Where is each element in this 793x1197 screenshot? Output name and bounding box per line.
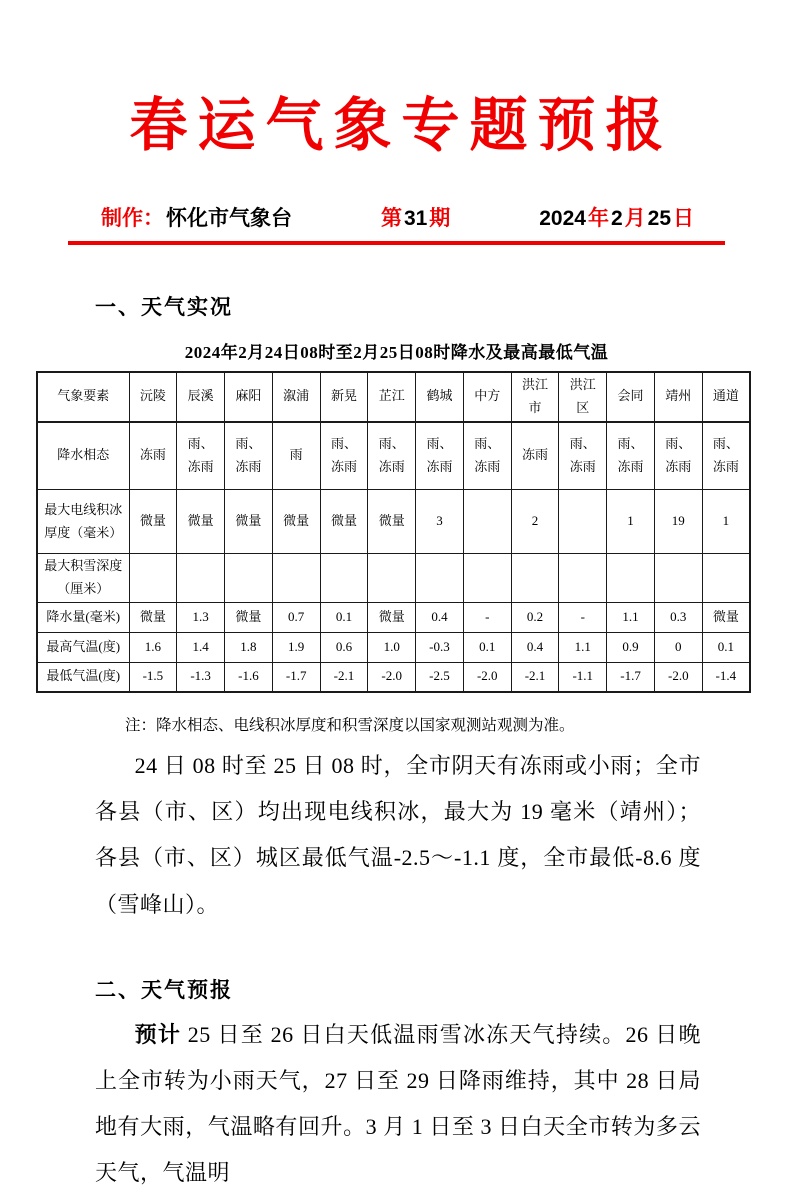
table-cell: 微量 <box>272 490 320 554</box>
table-cell: 0.2 <box>511 602 559 632</box>
col-header-station: 麻阳 <box>225 372 273 422</box>
table-cell: -2.0 <box>654 662 702 692</box>
table-row <box>37 422 750 490</box>
table-cell: 1.1 <box>607 602 655 632</box>
table-cell <box>702 554 750 603</box>
date-month: 2 <box>610 207 623 230</box>
table-cell: 0.1 <box>463 632 511 662</box>
row-label: 最大积雪深度（厘米） <box>37 554 129 603</box>
table-cell: 微量 <box>368 490 416 554</box>
section2-paragraph <box>95 1012 701 1197</box>
table-cell <box>368 554 416 603</box>
table-cell: 3 <box>416 490 464 554</box>
table-cell <box>129 554 177 603</box>
table-cell <box>463 554 511 603</box>
table-cell: -2.5 <box>416 662 464 692</box>
table-cell: 冻雨 <box>511 422 559 490</box>
col-header-station: 中方 <box>463 372 511 422</box>
col-header-station: 洪江市 <box>511 372 559 422</box>
col-header-element: 气象要素 <box>37 372 129 422</box>
table-note: 注：降水相态、电线积冰厚度和积雪深度以国家观测站观测为准。 <box>125 717 575 734</box>
table-row <box>37 554 750 603</box>
producer-value: 怀化市气象台 <box>166 207 292 230</box>
table-cell: 0.4 <box>511 632 559 662</box>
row-label: 降水量(毫米) <box>37 602 129 632</box>
table-cell: 0.7 <box>272 602 320 632</box>
issue-value: 31 <box>403 207 428 230</box>
table-cell: 雨、冻雨 <box>654 422 702 490</box>
table-cell: -2.1 <box>511 662 559 692</box>
table-cell: -1.1 <box>559 662 607 692</box>
table-cell <box>320 554 368 603</box>
table-row <box>37 632 750 662</box>
table-cell <box>559 554 607 603</box>
table-cell: 0.9 <box>607 632 655 662</box>
table-cell: -1.6 <box>225 662 273 692</box>
table-cell: -1.7 <box>272 662 320 692</box>
row-label: 降水相态 <box>37 422 129 490</box>
section1-heading: 一、天气实况 <box>95 296 233 319</box>
forecast-lead: 预计 <box>134 1021 182 1047</box>
table-cell: 1 <box>607 490 655 554</box>
date-month-unit: 月 <box>624 207 646 230</box>
table-cell <box>654 554 702 603</box>
col-header-station: 洪江区 <box>559 372 607 422</box>
table-cell: 微量 <box>368 602 416 632</box>
forecast-body: 25 日至 26 日白天低温雨雪冰冻天气持续。26 日晚上全市转为小雨天气，27 日至 29 日降雨维持，其中 28 日局地有大雨，气温略有回升。3 月 1 日至 3 日白天全市转为多云天气，气温明 <box>95 1021 701 1186</box>
table-cell: 0.1 <box>320 602 368 632</box>
table-cell: 冻雨 <box>129 422 177 490</box>
table-cell: 1.0 <box>368 632 416 662</box>
table-cell <box>511 554 559 603</box>
table-cell: 1.8 <box>225 632 273 662</box>
table-cell: 雨、冻雨 <box>177 422 225 490</box>
table-cell: -1.5 <box>129 662 177 692</box>
table-cell <box>416 554 464 603</box>
table-cell: -2.0 <box>368 662 416 692</box>
table-cell: -1.3 <box>177 662 225 692</box>
table-cell: 雨、冻雨 <box>702 422 750 490</box>
table-cell <box>225 554 273 603</box>
table-cell: 微量 <box>225 490 273 554</box>
table-cell: 19 <box>654 490 702 554</box>
table-cell: 雨 <box>272 422 320 490</box>
table-cell: -0.3 <box>416 632 464 662</box>
table-body <box>37 422 750 693</box>
table-row <box>37 662 750 692</box>
date-year: 2024 <box>539 207 586 230</box>
table-cell <box>177 554 225 603</box>
date-day: 25 <box>647 207 671 230</box>
row-label: 最高气温(度) <box>37 632 129 662</box>
producer <box>100 202 293 232</box>
issue-date <box>538 202 695 232</box>
table-cell <box>559 490 607 554</box>
col-header-station: 溆浦 <box>272 372 320 422</box>
table-cell: 微量 <box>129 490 177 554</box>
table-cell: -2.0 <box>463 662 511 692</box>
table-cell: -2.1 <box>320 662 368 692</box>
table-cell <box>272 554 320 603</box>
table-row <box>37 490 750 554</box>
document-title: 春运气象专题预报 <box>129 93 674 158</box>
table-cell: - <box>463 602 511 632</box>
masthead-meta <box>100 202 695 232</box>
weather-observation-table <box>36 371 751 693</box>
col-header-station: 辰溪 <box>177 372 225 422</box>
table-cell <box>463 490 511 554</box>
table-cell: 1 <box>702 490 750 554</box>
table-cell: 微量 <box>225 602 273 632</box>
section2-heading: 二、天气预报 <box>95 978 233 1002</box>
col-header-station: 沅陵 <box>129 372 177 422</box>
table-cell: 1.3 <box>177 602 225 632</box>
table-cell: 0 <box>654 632 702 662</box>
table-header-row <box>37 372 750 422</box>
table-cell: 2 <box>511 490 559 554</box>
col-header-station: 鹤城 <box>416 372 464 422</box>
table-cell: -1.7 <box>607 662 655 692</box>
issue-suffix: 期 <box>429 207 451 230</box>
table-cell: 雨、冻雨 <box>559 422 607 490</box>
table-cell: 微量 <box>129 602 177 632</box>
table-cell: 雨、冻雨 <box>607 422 655 490</box>
row-label: 最大电线积冰厚度（毫米） <box>37 490 129 554</box>
issue-prefix: 第 <box>380 207 402 230</box>
col-header-station: 通道 <box>702 372 750 422</box>
table-cell: -1.4 <box>702 662 750 692</box>
table-cell: 微量 <box>702 602 750 632</box>
table-cell: 0.4 <box>416 602 464 632</box>
table-cell: 1.4 <box>177 632 225 662</box>
date-day-unit: 日 <box>673 207 694 230</box>
table-cell: 微量 <box>177 490 225 554</box>
table-cell: 0.6 <box>320 632 368 662</box>
table-cell: 1.1 <box>559 632 607 662</box>
weather-table-title: 2024年2月24日08时至2月25日08时降水及最高最低气温 <box>184 343 609 362</box>
table-cell: - <box>559 602 607 632</box>
section1-paragraph: 24 日 08 时至 25 日 08 时，全市阴天有冻雨或小雨；全市各县（市、区）均出现电线积冰，最大为 19 毫米（靖州）；各县（市、区）城区最低气温-2.5～-1.1 度，全市最低-8.6 度（雪峰山）。 <box>95 753 701 917</box>
red-divider <box>68 241 725 245</box>
table-cell: 1.6 <box>129 632 177 662</box>
table-cell: 微量 <box>320 490 368 554</box>
table-row <box>37 602 750 632</box>
date-year-unit: 年 <box>587 207 609 230</box>
col-header-station: 芷江 <box>368 372 416 422</box>
table-cell: 0.3 <box>654 602 702 632</box>
col-header-station: 靖州 <box>654 372 702 422</box>
table-cell: 雨、冻雨 <box>463 422 511 490</box>
col-header-station: 会同 <box>607 372 655 422</box>
producer-label: 制作： <box>101 207 164 230</box>
table-cell: 0.1 <box>702 632 750 662</box>
table-cell: 雨、冻雨 <box>416 422 464 490</box>
table-cell <box>607 554 655 603</box>
row-label: 最低气温(度) <box>37 662 129 692</box>
issue-number <box>380 202 451 232</box>
col-header-station: 新晃 <box>320 372 368 422</box>
table-cell: 雨、冻雨 <box>320 422 368 490</box>
table-cell: 雨、冻雨 <box>368 422 416 490</box>
table-cell: 雨、冻雨 <box>225 422 273 490</box>
table-cell: 1.9 <box>272 632 320 662</box>
